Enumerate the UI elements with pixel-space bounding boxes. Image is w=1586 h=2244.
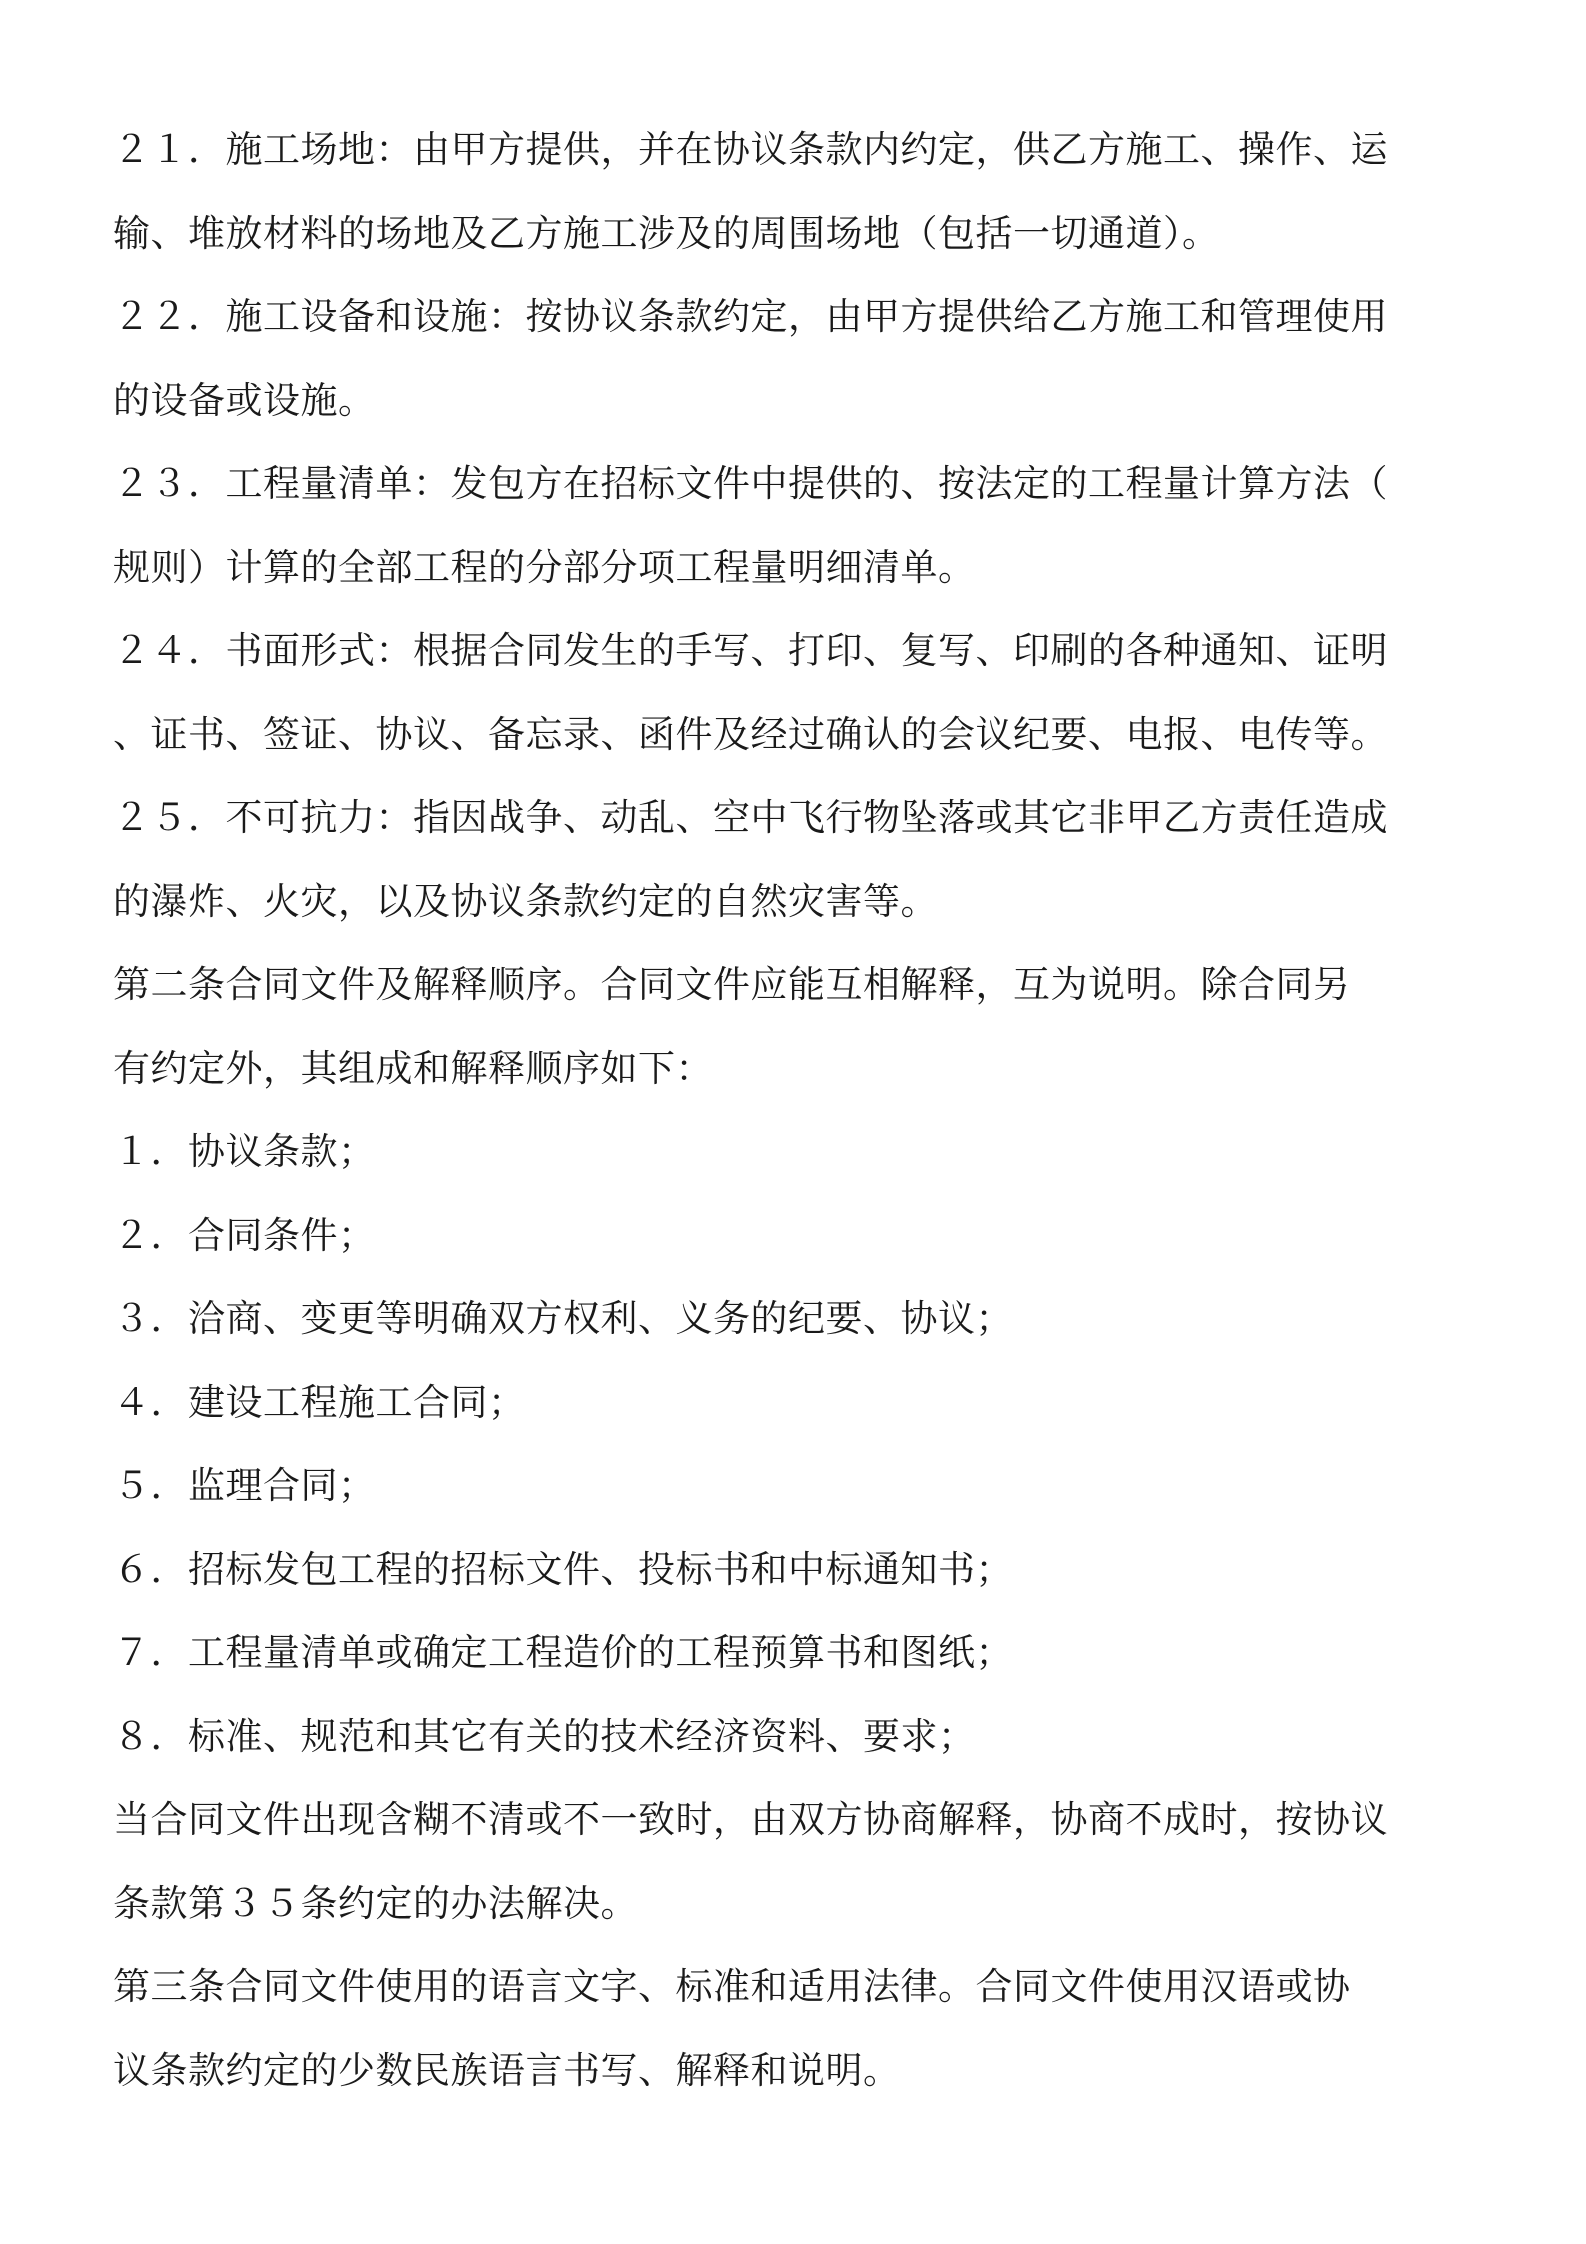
text-line: ２２．施工设备和设施：按协议条款约定，由甲方提供给乙方施工和管理使用 bbox=[113, 295, 1388, 338]
text-line: 的瀑炸、火灾，以及协议条款约定的自然灾害等。 bbox=[113, 879, 938, 923]
text-line: 条款第３５条约定的办法解决。 bbox=[113, 1881, 638, 1925]
text-line: ４．建设工程施工合同； bbox=[113, 1380, 526, 1424]
text-line: ２．合同条件； bbox=[113, 1213, 376, 1257]
text-line: 规则）计算的全部工程的分部分项工程量明细清单。 bbox=[113, 545, 976, 589]
text-line: 第三条合同文件使用的语言文字、标准和适用法律。合同文件使用汉语或协 bbox=[113, 1965, 1351, 2008]
text-line: ８．标准、规范和其它有关的技术经济资料、要求； bbox=[113, 1714, 976, 1758]
text-line: 输、堆放材料的场地及乙方施工涉及的周围场地（包括一切通道）。 bbox=[113, 211, 1220, 255]
text-line: ２５．不可抗力：指因战争、动乱、空中飞行物坠落或其它非甲乙方责任造成 bbox=[113, 796, 1388, 839]
text-line: ５．监理合同； bbox=[113, 1464, 376, 1507]
text-line: ２４．书面形式：根据合同发生的手写、打印、复写、印刷的各种通知、证明 bbox=[113, 629, 1388, 672]
text-line: 议条款约定的少数民族语言书写、解释和说明。 bbox=[113, 2048, 901, 2092]
document-body bbox=[113, 118, 1413, 2122]
text-line: 的设备或设施。 bbox=[113, 378, 376, 422]
text-line: ７．工程量清单或确定工程造价的工程预算书和图纸； bbox=[113, 1631, 1013, 1674]
text-line: 、证书、签证、协议、备忘录、函件及经过确认的会议纪要、电报、电传等。 bbox=[113, 712, 1388, 756]
text-line: １．协议条款； bbox=[113, 1130, 376, 1173]
text-line: 有约定外，其组成和解释顺序如下： bbox=[113, 1046, 713, 1090]
text-line: ３．洽商、变更等明确双方权利、义务的纪要、协议； bbox=[113, 1297, 1013, 1340]
text-line: ６．招标发包工程的招标文件、投标书和中标通知书； bbox=[113, 1547, 1013, 1591]
text-line: 当合同文件出现含糊不清或不一致时，由双方协商解释，协商不成时，按协议 bbox=[113, 1798, 1388, 1841]
text-line: 第二条合同文件及解释顺序。合同文件应能互相解释，互为说明。除合同另 bbox=[113, 963, 1351, 1006]
text-line: ２３．工程量清单：发包方在招标文件中提供的、按法定的工程量计算方法（ bbox=[113, 462, 1388, 505]
text-line: ２１．施工场地：由甲方提供，并在协议条款内约定，供乙方施工、操作、运 bbox=[113, 128, 1388, 171]
